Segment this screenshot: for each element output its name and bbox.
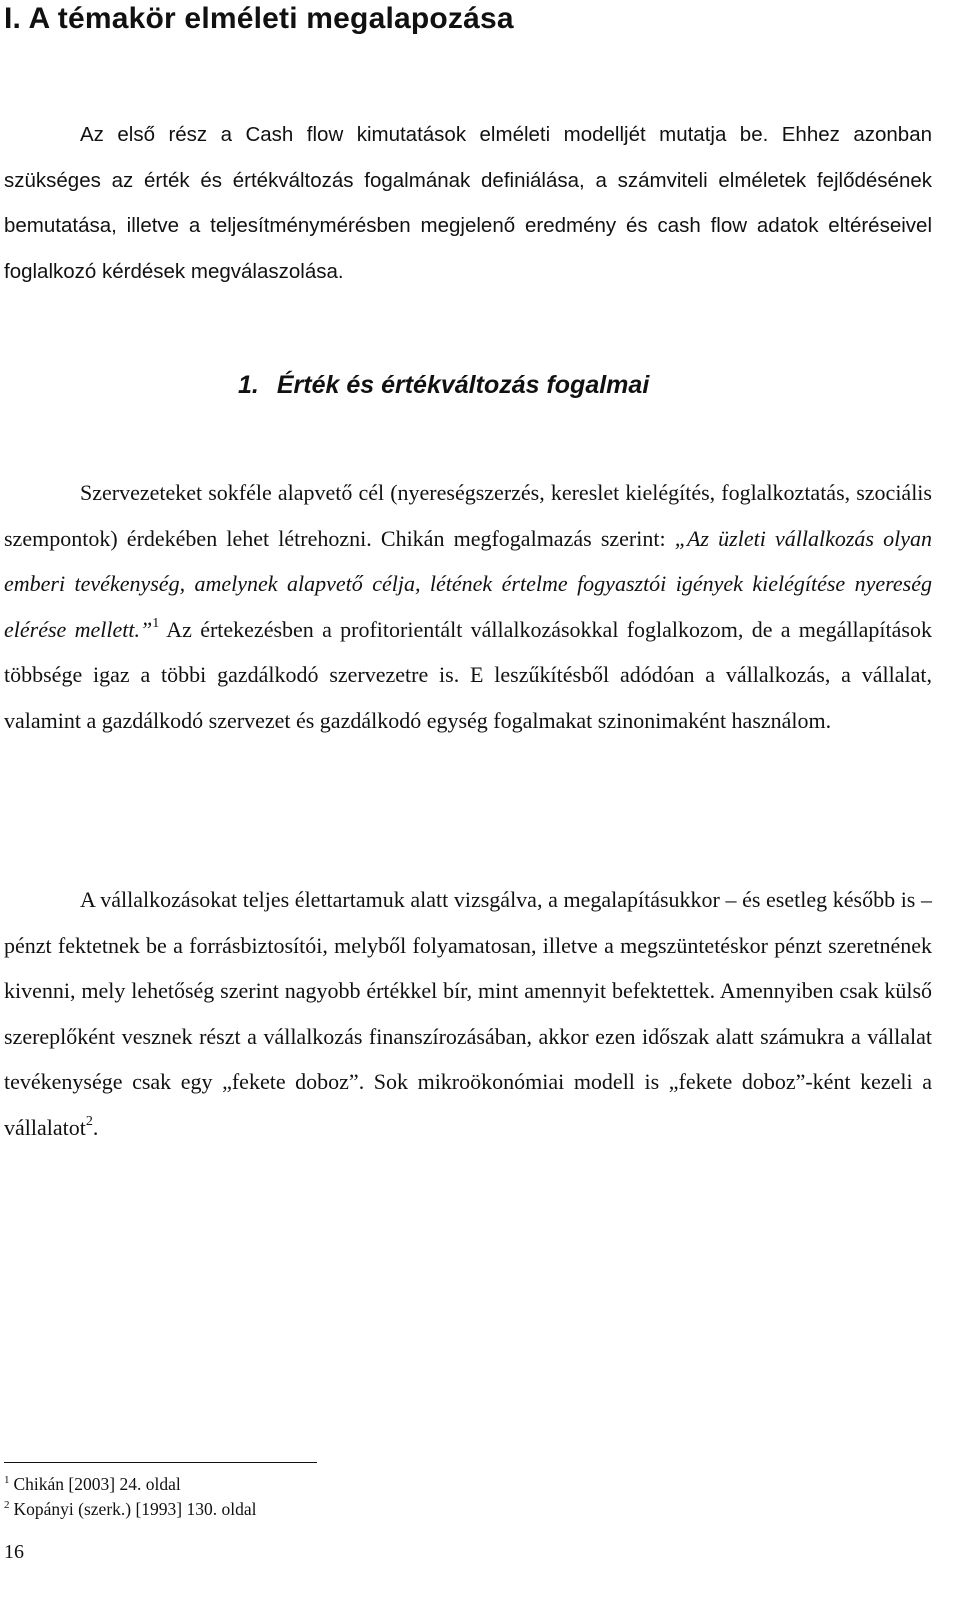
footnote-ref-1: 1 [152, 615, 160, 631]
closing-paragraph-end: . [92, 1114, 99, 1140]
closing-paragraph [4, 877, 932, 1151]
chapter-title: I. A témakör elméleti megalapozása [4, 2, 514, 35]
section-heading [238, 364, 649, 406]
section-paragraph-tail: Az értekezésben a profitorientált vállalkozásokkal foglalkozom, de a megállapítások többsége igaz a többi gazdálkodó szervezetre is. E leszűkítésből adódóan a vállalkozás, a vállalat, valamint a gazdálkodó szervezet és gazdálkodó egység fogalmakat szinonimaként használom. [4, 616, 932, 733]
footnote-marker: 1 [4, 1474, 10, 1486]
chikan-quote: „Az üzleti vállalkozás olyan emberi tevékenység, amelynek alapvető célja, létének értelme fogyasztói igények kielégítése nyereség elérése mellett.” [4, 525, 933, 642]
footnote-ref-2: 2 [85, 1113, 93, 1129]
footnote-divider [4, 1462, 317, 1463]
section-paragraph-lead: Szervezeteket sokféle alapvető cél (nyereségszerzés, kereslet kielégítés, foglalkoztatás, szociális szempontok) érdekében lehet létrehozni. Chikán megfogalmazás szerint: [4, 480, 932, 551]
page-number: 16 [4, 1541, 24, 1563]
footnote-2 [4, 1497, 257, 1522]
footnotes [4, 1472, 257, 1522]
footnote-text: Kopányi (szerk.) [1993] 130. oldal [13, 1499, 257, 1519]
section-title: Érték és értékváltozás fogalmai [276, 371, 650, 399]
footnote-marker: 2 [4, 1499, 10, 1511]
footnote-1 [4, 1472, 257, 1497]
section-number: 1. [238, 371, 259, 399]
footnote-text: Chikán [2003] 24. oldal [13, 1474, 181, 1494]
closing-paragraph-text: A vállalkozásokat teljes élettartamuk alatt vizsgálva, a megalapításukkor – és esetleg később is – pénzt fektetnek be a forrásbiztosítói, melyből folyamatosan, illetve a megszüntetéskor pénzt szeretnének kivenni, mely lehetőség szerint nagyobb értékkel bír, mint amennyit befektettek. Amennyiben csak külső szereplőként vesznek részt a vállalkozás finanszírozásában, akkor ezen időszak alatt számukra a vállalat tevékenysége csak egy „fekete doboz”. Sok mikroökonómiai modell is „fekete doboz”-ként kezeli a vállalatot [4, 887, 932, 1140]
intro-paragraph: Az első rész a Cash flow kimutatások elméleti modelljét mutatja be. Ehhez azonban szükséges az érték és értékváltozás fogalmának definiálása, a számviteli elméletek fejlődésének bemutatása, illetve a teljesítménymérésben megjelenő eredmény és cash flow adatok eltéréseivel foglalkozó kérdések megválaszolása. [4, 123, 932, 283]
section-paragraph [4, 470, 932, 744]
